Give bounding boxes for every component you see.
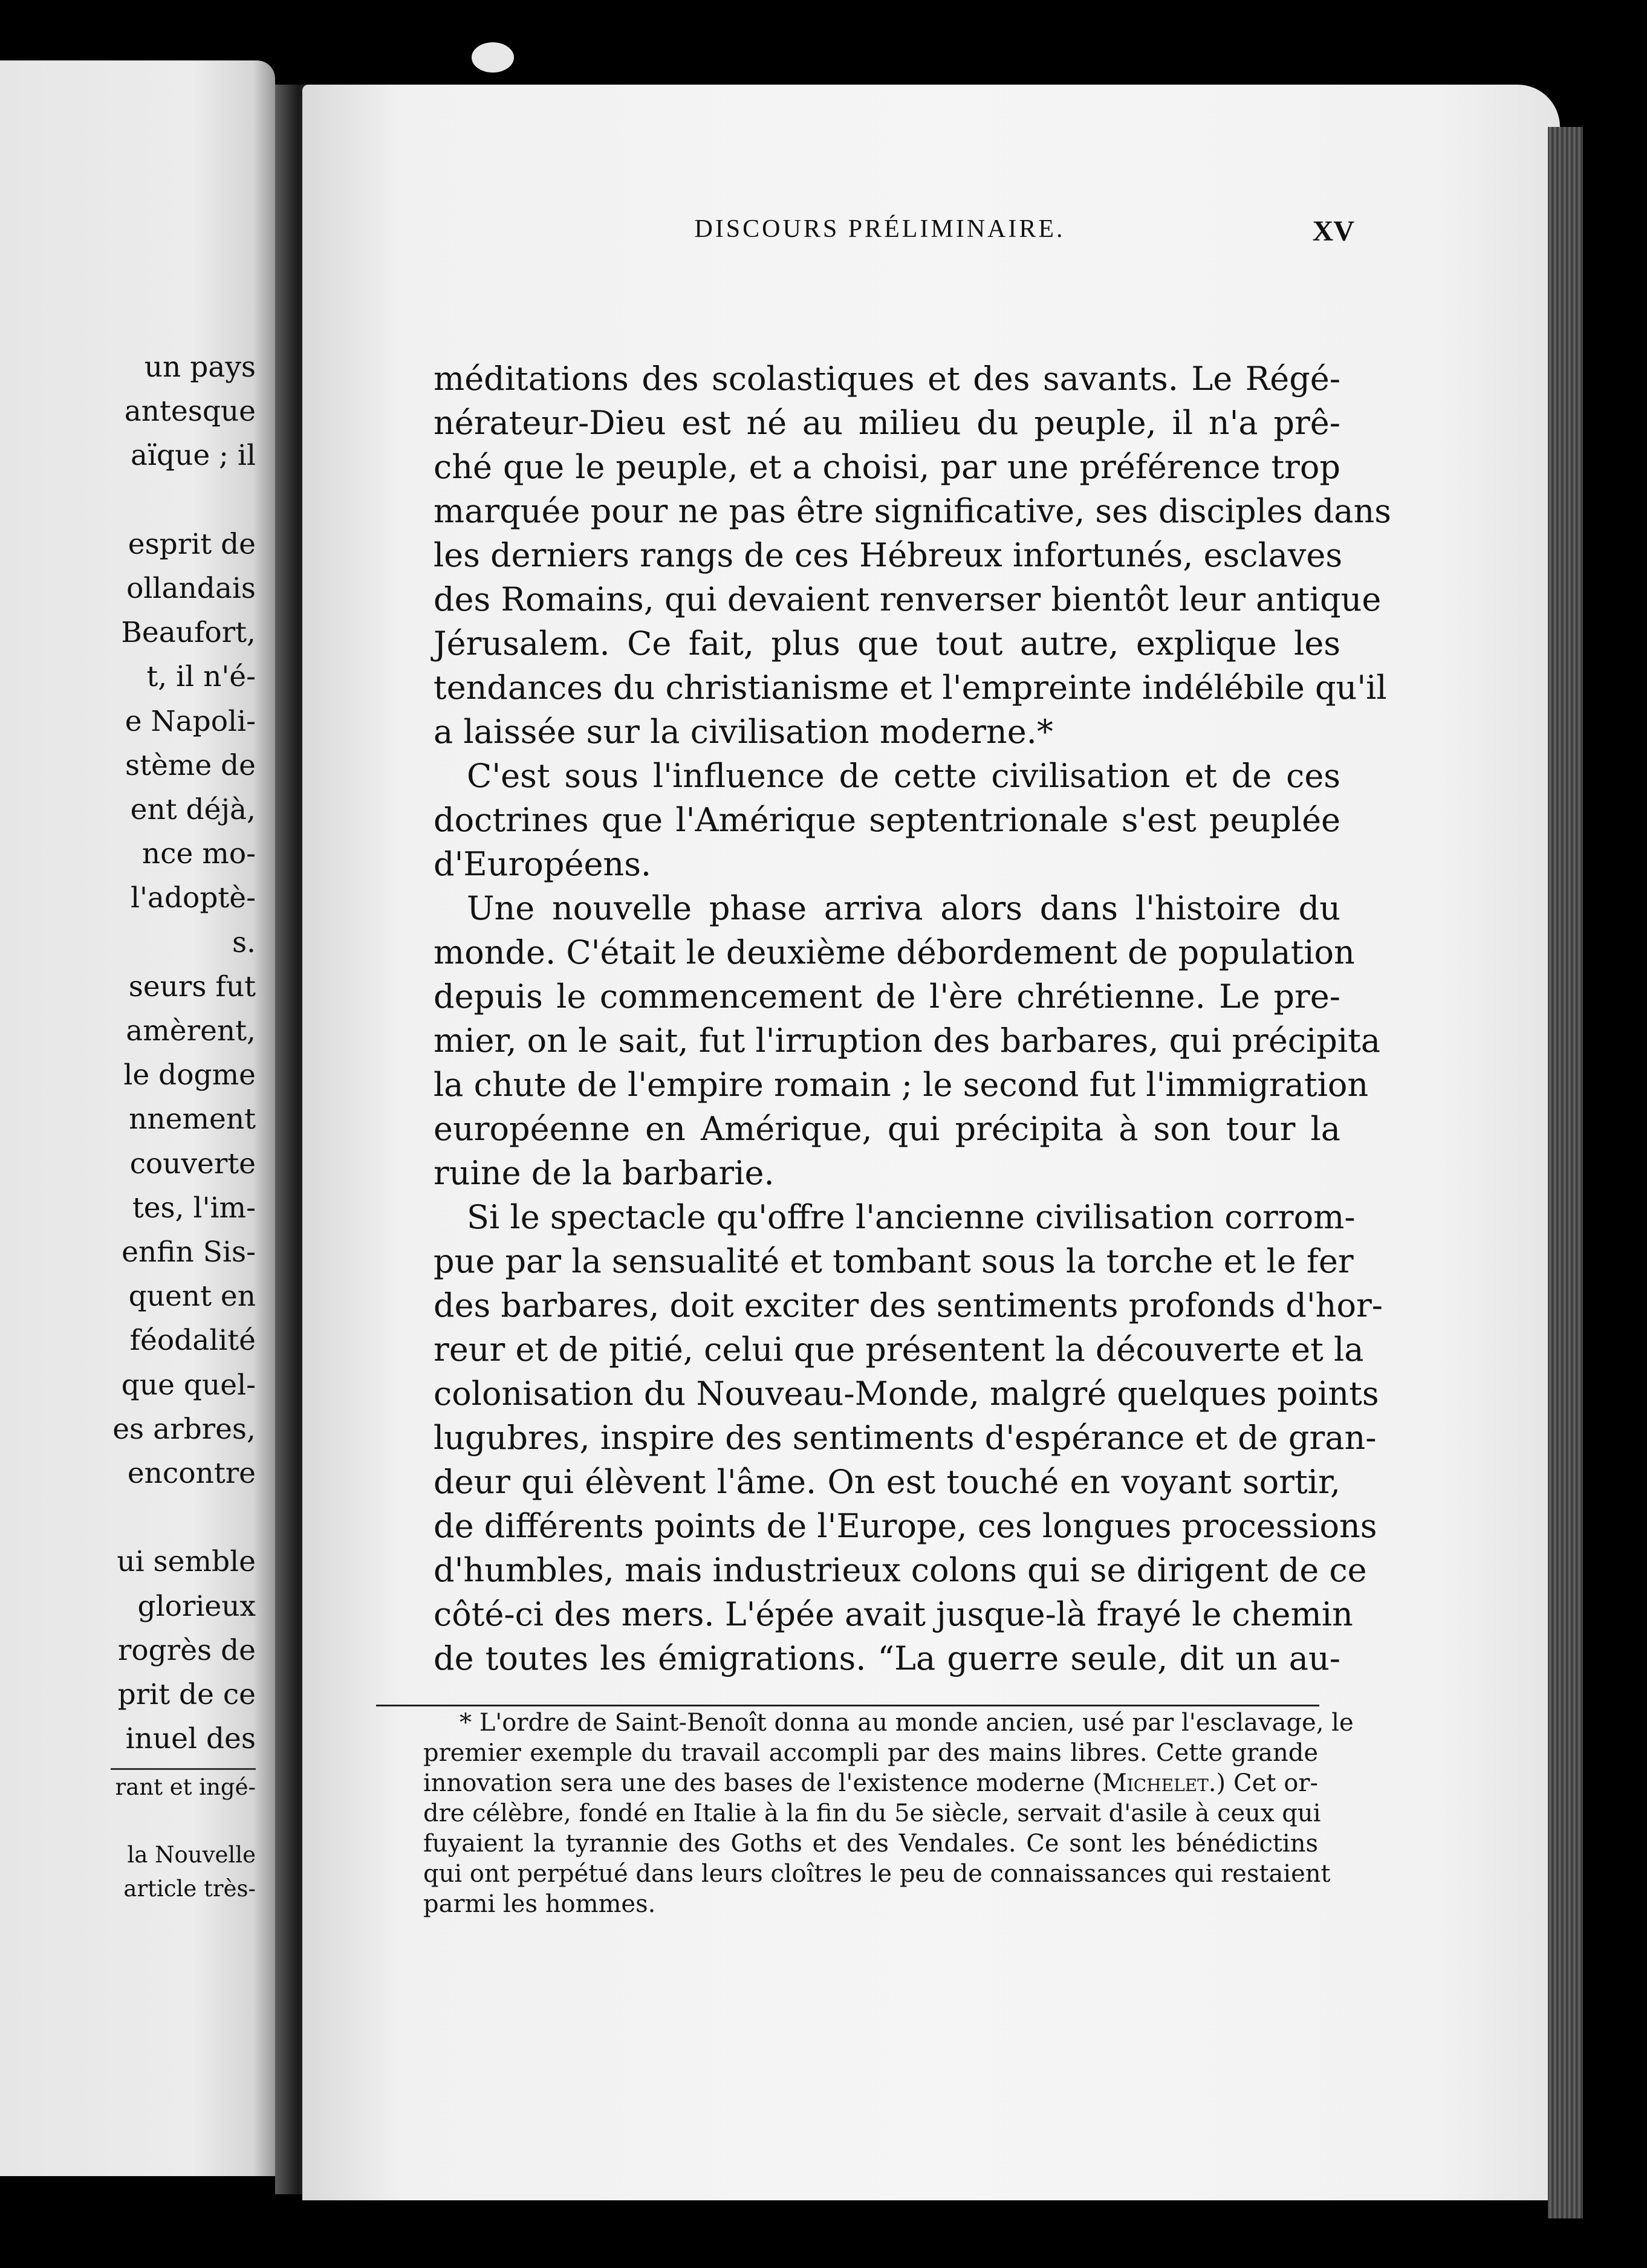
body-line: pue par la sensualité et tombant sous la torche et le fer	[434, 1242, 1354, 1280]
page-edge	[1548, 127, 1583, 2218]
body-line: reur et de pitié, celui que présentent la découverte et la	[434, 1330, 1364, 1369]
body-line: des barbares, doit exciter des sentiments profonds d'hor-	[434, 1286, 1383, 1324]
left-page-line: glorieux	[137, 1589, 256, 1623]
left-page-line: prit de ce	[117, 1678, 256, 1711]
left-page-line: le dogme	[123, 1058, 256, 1092]
footnote-line-tail: ) Cet or-	[1216, 1769, 1318, 1797]
paper-speck	[472, 42, 514, 73]
left-page-line: enfin Sis-	[122, 1236, 256, 1269]
left-page-line: rogrès de	[117, 1633, 256, 1667]
body-line: de différents points de l'Europe, ces longues processions	[434, 1507, 1377, 1545]
left-page-line: ent déjà,	[130, 793, 256, 826]
left-page-line: encontre	[127, 1457, 256, 1490]
body-line: Une nouvelle phase arriva alors dans l'histoire du	[467, 889, 1340, 927]
left-page-line: inuel des	[125, 1722, 256, 1756]
left-page-line: seurs fut	[128, 970, 256, 1003]
footnote-line: dre célèbre, fondé en Italie à la fin du 5e siècle, servait d'asile à ceux qui	[423, 1800, 1321, 1827]
body-line: a laissée sur la civilisation moderne.*	[434, 713, 1053, 751]
left-page-line: Beaufort,	[121, 616, 256, 650]
body-line: des Romains, qui devaient renverser bientôt leur antique	[434, 580, 1382, 618]
left-page-line: tes, l'im-	[132, 1191, 256, 1225]
footnote-line: fuyaient la tyrannie des Goths et des Vendales. Ce sont les bénédictins	[423, 1830, 1318, 1858]
body-line: ruine de la barbarie.	[434, 1154, 775, 1192]
left-page-line: quent en	[128, 1280, 256, 1314]
body-line: méditations des scolastiques et des savants. Le Régé-	[434, 360, 1340, 398]
footnote-line: * L'ordre de Saint-Benoît donna au monde ancien, usé par l'esclavage, le	[460, 1709, 1354, 1737]
body-line: la chute de l'empire romain ; le second fut l'immigration	[434, 1066, 1369, 1104]
left-footnote-line: la Nouvelle	[127, 1842, 256, 1868]
left-page-line: nnement	[129, 1103, 256, 1136]
body-line: doctrines que l'Amérique septentrionale s'est peuplée	[434, 801, 1340, 839]
body-line: deur qui élèvent l'âme. On est touché en voyant sortir,	[434, 1463, 1340, 1501]
left-page-line: stème de	[125, 748, 256, 782]
footnote-line-text: innovation sera une des bases de l'existence moderne (	[423, 1769, 1102, 1797]
body-line: nérateur-Dieu est né au milieu du peuple, il n'a prê-	[434, 404, 1340, 442]
footnote-line: parmi les hommes.	[423, 1890, 656, 1918]
footnotes	[423, 1708, 1354, 1919]
left-page-line: e Napoli-	[125, 704, 256, 738]
body-line: Si le spectacle qu'offre l'ancienne civilisation corrom-	[467, 1198, 1356, 1236]
left-page-line: nce mo-	[141, 837, 256, 871]
page-number: XV	[1312, 215, 1354, 247]
body-line: depuis le commencement de l'ère chrétienne. Le pre-	[434, 977, 1340, 1016]
body-line: colonisation du Nouveau-Monde, malgré quelques points	[434, 1375, 1379, 1413]
left-page-line: couverte	[129, 1147, 256, 1181]
body-line: côté-ci des mers. L'épée avait jusque-là frayé le chemin	[434, 1595, 1353, 1633]
footnote-line	[423, 1768, 1318, 1798]
body-text	[434, 357, 1391, 1680]
body-line: les derniers rangs de ces Hébreux infortunés, esclaves	[434, 536, 1343, 574]
footnote-line: qui ont perpétué dans leurs cloîtres le peu de connaissances qui restaient	[423, 1860, 1331, 1888]
footnote-author: Michelet.	[1102, 1769, 1217, 1797]
left-page-line: un pays	[144, 351, 256, 384]
left-page-line: amèrent,	[126, 1014, 256, 1048]
left-page-line: s.	[232, 925, 256, 959]
left-footnote-line: rant et ingé-	[115, 1774, 256, 1800]
body-line: d'Européens.	[434, 845, 652, 883]
running-head: DISCOURS PRÉLIMINAIRE.	[694, 215, 1065, 243]
body-line: marquée pour ne pas être significative, ses disciples dans	[434, 492, 1391, 530]
left-page-line: aïque ; il	[130, 439, 256, 473]
left-footnote-rule	[111, 1768, 256, 1770]
body-line: ché que le peuple, et a choisi, par une préférence trop	[434, 448, 1340, 486]
footnote-rule	[376, 1705, 1319, 1706]
left-page	[0, 60, 275, 2176]
left-page-line: es arbres,	[112, 1412, 256, 1446]
left-footnote-line: article très-	[123, 1876, 256, 1902]
left-page-line: ollandais	[126, 572, 256, 605]
left-page-line: t, il n'é-	[146, 660, 256, 694]
body-line: de toutes les émigrations. “La guerre seule, dit un au-	[434, 1639, 1340, 1677]
footnote-line: premier exemple du travail accompli par des mains libres. Cette grande	[423, 1739, 1318, 1767]
body-line: monde. C'était le deuxième débordement de population	[434, 933, 1355, 971]
body-line: C'est sous l'influence de cette civilisation et de ces	[467, 757, 1340, 795]
body-line: lugubres, inspire des sentiments d'espérance et de gran-	[434, 1419, 1377, 1457]
body-line: européenne en Amérique, qui précipita à son tour la	[434, 1110, 1340, 1148]
body-line: d'humbles, mais industrieux colons qui se dirigent de ce	[434, 1551, 1367, 1589]
left-page-line: l'adoptè-	[130, 881, 256, 915]
left-page-line: esprit de	[128, 527, 256, 561]
body-line: tendances du christianisme et l'empreinte indélébile qu'il	[434, 669, 1387, 707]
body-line: mier, on le sait, fut l'irruption des barbares, qui précipita	[434, 1022, 1381, 1060]
left-page-line: antesque	[124, 395, 256, 429]
left-page-line: que quel-	[121, 1368, 256, 1402]
left-page-line: ui semble	[117, 1545, 256, 1579]
left-page-line: féodalité	[129, 1324, 256, 1358]
body-line: Jérusalem. Ce fait, plus que tout autre, explique les	[434, 624, 1340, 663]
